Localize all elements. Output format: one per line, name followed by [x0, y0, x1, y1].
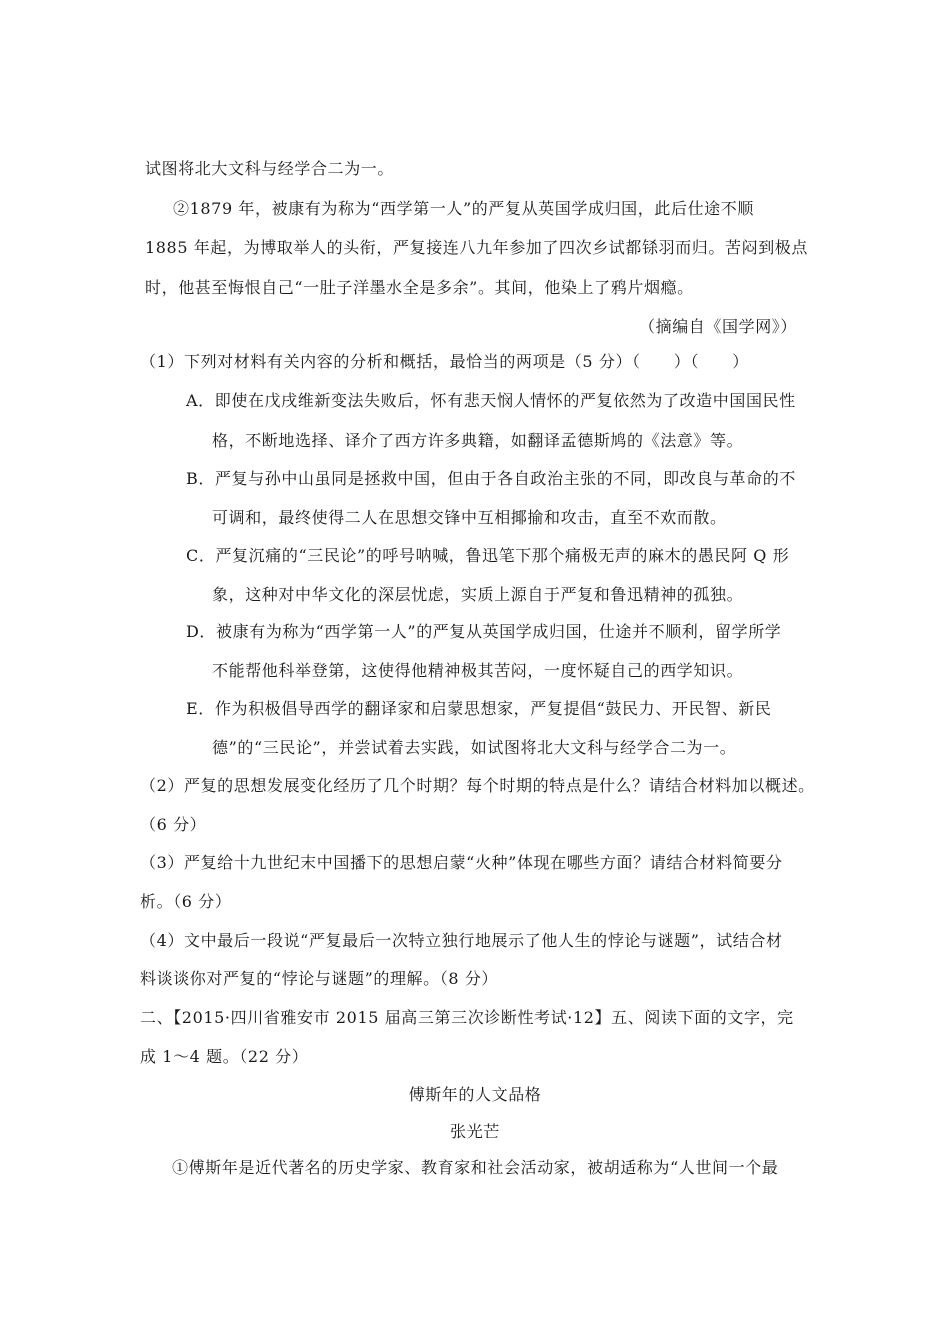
option-e: E．作为积极倡导西学的翻译家和启蒙思想家，严复提倡“鼓民力、开民智、新民 [186, 699, 772, 718]
article-title: 傅斯年的人文品格 [408, 1085, 542, 1104]
text-line: 时，他甚至悔恨自己“一肚子洋墨水全是多余”。其间，他染上了鸦片烟瘾。 [145, 278, 694, 297]
question-1: （1）下列对材料有关内容的分析和概括，最恰当的两项是（5 分）（ ）（ ） [140, 352, 749, 371]
option-c: C．严复沉痛的“三民论”的呼号呐喊，鲁迅笔下那个痛极无声的麻木的愚民阿 Q 形 [186, 546, 790, 565]
option-b: B．严复与孙中山虽同是拯救中国，但由于各自政治主张的不同，即改良与革命的不 [186, 469, 796, 488]
section-heading-cont: 成 1～4 题。（22 分） [140, 1047, 309, 1066]
question-4: （4）文中最后一段说“严复最后一次特立独行地展示了他人生的悖论与谜题”，试结合材 [140, 931, 783, 950]
option-a: A．即使在戊戌维新变法失败后，怀有悲天悯人情怀的严复依然为了改造中国国民性 [186, 391, 796, 410]
option-d: D．被康有为称为“西学第一人”的严复从英国学成归国，仕途并不顺利，留学所学 [186, 622, 782, 641]
question-3-cont: 析。（6 分） [140, 892, 232, 911]
option-c-cont: 象，这种对中华文化的深层忧虑，实质上源自于严复和鲁迅精神的孤独。 [212, 585, 744, 604]
source-citation: （摘编自《国学网》） [639, 317, 798, 336]
question-2: （2）严复的思想发展变化经历了几个时期？每个时期的特点是什么？请结合材料加以概述。 [140, 776, 815, 795]
option-a-cont: 格，不断地选择、译介了西方许多典籍，如翻译孟德斯鸠的《法意》等。 [212, 431, 744, 450]
text-line: ②1879 年，被康有为称为“西学第一人”的严复从英国学成归国，此后仕途不顺 [173, 199, 754, 218]
option-e-cont: 德”的“三民论”，并尝试着去实践，如试图将北大文科与经学合二为一。 [212, 738, 737, 757]
question-2-points: （6 分） [140, 815, 207, 834]
article-paragraph-1: ①傅斯年是近代著名的历史学家、教育家和社会活动家，被胡适称为“人世间一个最 [172, 1158, 779, 1177]
option-b-cont: 可调和，最终使得二人在思想交锋中互相揶揄和攻击，直至不欢而散。 [212, 508, 727, 527]
text-line: 试图将北大文科与经学合二为一。 [145, 159, 395, 178]
option-d-cont: 不能帮他科举登第，这使得他精神极其苦闷，一度怀疑自己的西学知识。 [212, 661, 744, 680]
question-3: （3）严复给十九世纪末中国播下的思想启蒙“火种”体现在哪些方面？请结合材料简要分 [140, 853, 783, 872]
article-author: 张光芒 [450, 1122, 500, 1141]
question-4-cont: 料谈谈你对严复的“悖论与谜题”的理解。（8 分） [140, 969, 499, 988]
text-line: 1885 年起，为博取举人的头衔，严复接连八九年参加了四次乡试都铩羽而归。苦闷到极点 [145, 238, 809, 257]
section-heading: 二、【2015·四川省雅安市 2015 届高三第三次诊断性考试·12】五、阅读下面的文字，完 [140, 1008, 794, 1027]
